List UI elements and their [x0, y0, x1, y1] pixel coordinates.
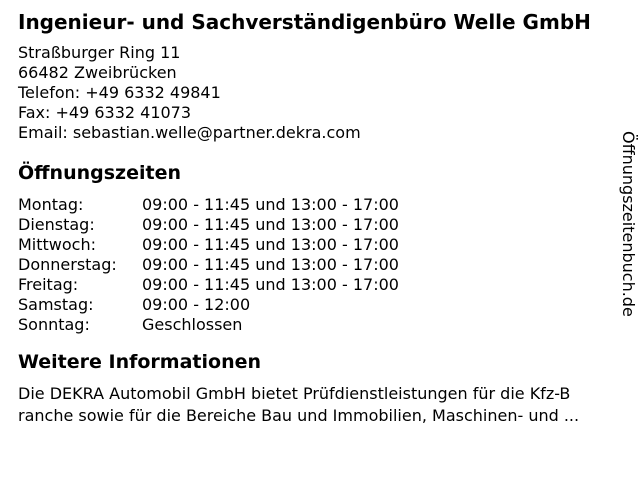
times-value: 09:00 - 11:45 und 13:00 - 17:00: [142, 215, 399, 234]
hours-row-thursday: [18, 255, 640, 275]
day-label: Samstag:: [18, 295, 94, 314]
day-label: Dienstag:: [18, 215, 95, 234]
times-value: 09:00 - 12:00: [142, 295, 251, 314]
day-label: Freitag:: [18, 275, 79, 294]
day-label: Donnerstag:: [18, 255, 117, 274]
times-value: Geschlossen: [142, 315, 243, 334]
info-line: Die DEKRA Automobil GmbH bietet Prüfdienstleistungen für die Kfz-B: [18, 384, 571, 403]
hours-row-friday: [18, 275, 640, 295]
hours-row-tuesday: [18, 215, 640, 235]
times-value: 09:00 - 11:45 und 13:00 - 17:00: [142, 235, 399, 254]
page-title: Ingenieur- und Sachverständigenbüro Welle GmbH: [18, 10, 591, 34]
hours-row-sunday: [18, 315, 640, 335]
street-line: Straßburger Ring 11: [18, 43, 181, 62]
fax-line: Fax: +49 6332 41073: [18, 103, 192, 122]
day-label: Mittwoch:: [18, 235, 96, 254]
day-label: Sonntag:: [18, 315, 90, 334]
opening-hours-heading: Öffnungszeiten: [18, 162, 181, 184]
city-line: 66482 Zweibrücken: [18, 63, 177, 82]
info-line: ranche sowie für die Bereiche Bau und Immobilien, Maschinen- und ...: [18, 406, 580, 425]
more-info-heading: Weitere Informationen: [18, 351, 262, 373]
watermark-vertical-text: Öffnungszeitenbuch.de: [619, 131, 638, 317]
hours-row-wednesday: [18, 235, 640, 255]
email-line: Email: sebastian.welle@partner.dekra.com: [18, 123, 361, 142]
day-label: Montag:: [18, 195, 84, 214]
contact-block: [18, 43, 640, 143]
more-info-text: [18, 383, 640, 427]
phone-line: Telefon: +49 6332 49841: [18, 83, 221, 102]
opening-hours-table: [18, 195, 640, 335]
times-value: 09:00 - 11:45 und 13:00 - 17:00: [142, 275, 399, 294]
times-value: 09:00 - 11:45 und 13:00 - 17:00: [142, 255, 399, 274]
hours-row-monday: [18, 195, 640, 215]
times-value: 09:00 - 11:45 und 13:00 - 17:00: [142, 195, 399, 214]
hours-row-saturday: [18, 295, 640, 315]
